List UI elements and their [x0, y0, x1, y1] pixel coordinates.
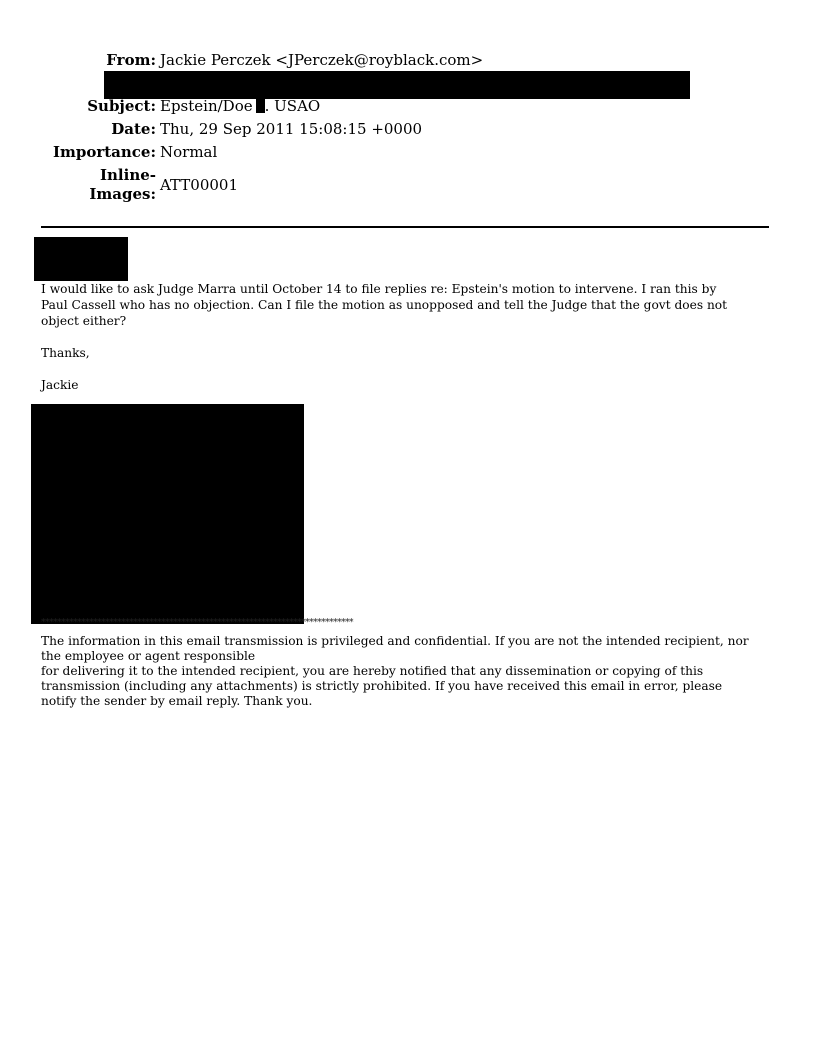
from-label: From:: [106, 51, 156, 69]
subject-value-part1: Epstein/Doe: [160, 97, 253, 115]
disclaimer-line-4: transmission (including any attachments) is strictly prohibited. If you have received this email in error, please: [41, 679, 723, 693]
inline-images-label-line2: Images:: [89, 185, 156, 203]
importance-label: Importance:: [52, 143, 156, 161]
subject-value-part2: . USAO: [264, 97, 321, 115]
redaction-signature-block: [31, 404, 304, 624]
subject-label: Subject:: [87, 97, 156, 115]
inline-images-value: ATT00001: [160, 176, 239, 194]
body-line-1: I would like to ask Judge Marra until October 14 to file replies re: Epstein's motion to intervene. I ran this by: [41, 282, 717, 296]
disclaimer-line-5: notify the sender by email reply. Thank you.: [41, 694, 313, 708]
importance-value: Normal: [160, 143, 218, 161]
disclaimer-line-1: The information in this email transmission is privileged and confidential. If you are not the intended recipient, nor: [41, 634, 749, 648]
redaction-to-field: [104, 71, 690, 99]
closing: Thanks,: [41, 346, 90, 360]
redaction-salutation: [34, 237, 128, 281]
inline-images-label-line1: Inline-: [100, 166, 156, 184]
date-label: Date:: [111, 120, 156, 138]
from-value: Jackie Perczek <JPerczek@royblack.com>: [160, 51, 484, 69]
subject-value: [160, 97, 320, 115]
disclaimer-line-2: the employee or agent responsible: [41, 649, 256, 663]
body-line-3: object either?: [41, 314, 127, 328]
body-line-2: Paul Cassell who has no objection. Can I file the motion as unopposed and tell the Judge that the govt does not: [41, 298, 728, 312]
date-value: Thu, 29 Sep 2011 15:08:15 +0000: [160, 120, 423, 138]
signature: Jackie: [41, 378, 79, 392]
separator-stars: ******************************************************************************: [41, 618, 353, 628]
header-divider: [41, 226, 769, 228]
disclaimer-line-3: for delivering it to the intended recipient, you are hereby notified that any dissemination or copying of this: [41, 664, 704, 678]
redaction-subject: [256, 98, 265, 113]
